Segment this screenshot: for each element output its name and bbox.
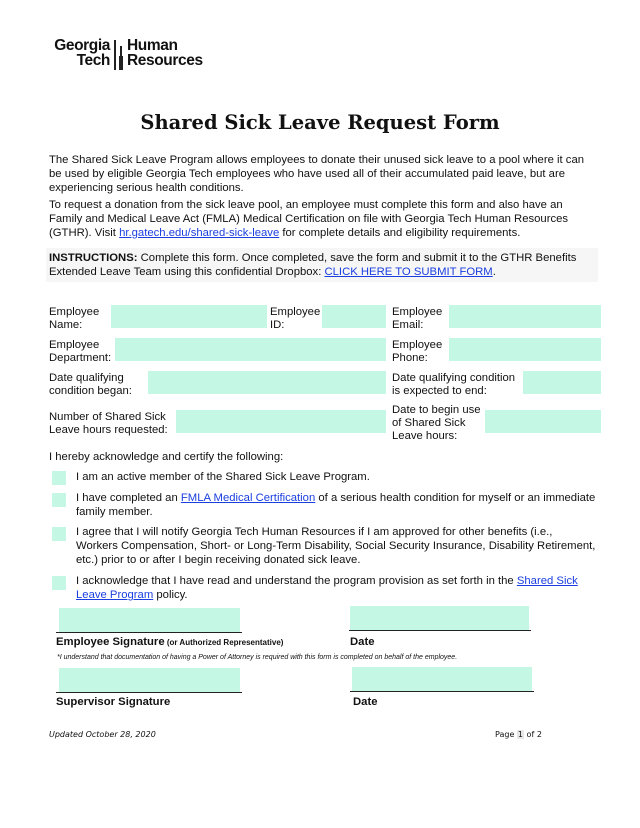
- label-line: Leave hours requested:: [49, 424, 168, 436]
- page-number: [495, 730, 542, 739]
- label-line: Employee: [270, 306, 321, 318]
- supervisor-signature-line: [56, 692, 242, 693]
- page-suffix: of 2: [524, 730, 542, 739]
- checkbox-text: I acknowledge that I have read and understand the program provision as set forth in the: [76, 575, 517, 587]
- label-line: Name:: [49, 319, 83, 331]
- employee-signature-label: [56, 636, 283, 648]
- fmla-certification-link[interactable]: FMLA Medical Certification: [180, 492, 316, 504]
- tech-tower-icon: [119, 46, 123, 70]
- hours-requested-label: [49, 411, 168, 437]
- checkbox-policy-text: [76, 574, 596, 602]
- intro-paragraph-2: [49, 198, 599, 240]
- hours-requested-input[interactable]: [176, 410, 386, 433]
- label-line: Email:: [392, 319, 424, 331]
- employee-email-input[interactable]: [449, 305, 601, 328]
- date-began-label: [49, 372, 132, 398]
- intro-text-end: for complete details and eligibility requirements.: [279, 227, 521, 239]
- logo-tech-text: Tech: [76, 52, 110, 69]
- date-began-input[interactable]: [148, 371, 386, 394]
- logo-georgia-text: Georgia: [54, 37, 110, 54]
- intro-text: To request a donation from the sick leave pool, an employee must complete this form and also have an Family and Medical Leave Act (FMLA) Medical Certification on file with Georgia Tech Human Resources (GTHR). Visit: [49, 199, 569, 239]
- shared-sick-leave-program-link[interactable]: Shared Sick Leave Program: [76, 575, 578, 601]
- checkbox-notify-text: I agree that I will notify Georgia Tech Human Resources if I am approved for other benefits (i.e., Workers Compensation, Short- or Long-Term Disability, Social Security Insurance, Disability Retirement, etc.) prior to or after I begin receiving donated sick leave.: [76, 526, 596, 566]
- checkbox-text-end: policy.: [153, 589, 188, 601]
- signature-label-text: Employee Signature: [56, 636, 165, 648]
- employee-signature-field[interactable]: [59, 608, 240, 632]
- label-line: of Shared Sick: [392, 417, 466, 429]
- signature-sub-text: (or Authorized Representative): [164, 638, 284, 647]
- checkbox-fmla-text: [76, 491, 596, 519]
- supervisor-date-label: Date: [353, 696, 378, 708]
- department-label: [49, 339, 111, 365]
- label-line: Leave hours:: [392, 430, 458, 442]
- label-line: Employee: [49, 339, 100, 351]
- checkbox-notify-benefits[interactable]: [52, 527, 66, 541]
- label-line: Employee: [392, 306, 443, 318]
- form-title: Shared Sick Leave Request Form: [140, 111, 500, 134]
- label-line: condition began:: [49, 385, 132, 397]
- power-of-attorney-note: *I understand that documentation of having a Power of Attorney is required with this form is completed on behalf of the employee.: [57, 654, 458, 661]
- employee-date-field[interactable]: [350, 606, 529, 630]
- checkbox-fmla-certification[interactable]: [52, 493, 66, 507]
- instructions-end: .: [492, 266, 496, 278]
- label-line: is expected to end:: [392, 385, 487, 397]
- checkbox-active-member-text: I am an active member of the Shared Sick Leave Program.: [76, 471, 370, 483]
- submit-form-link[interactable]: CLICK HERE TO SUBMIT FORM: [324, 266, 493, 278]
- updated-date: Updated October 28, 2020: [49, 730, 156, 739]
- gt-hr-logo: [24, 38, 224, 74]
- employee-id-label: [270, 306, 320, 332]
- employee-date-line: [349, 630, 531, 631]
- logo-human-resources: [127, 38, 203, 68]
- label-line: Date qualifying: [49, 372, 124, 384]
- label-line: Department:: [49, 352, 112, 364]
- date-end-label: [392, 372, 515, 398]
- label-line: Date qualifying condition: [392, 372, 516, 384]
- instructions-box: [46, 248, 598, 282]
- label-line: Employee: [392, 339, 443, 351]
- shared-sick-leave-link[interactable]: hr.gatech.edu/shared-sick-leave: [119, 227, 280, 239]
- date-begin-use-label: [392, 404, 481, 443]
- acknowledge-intro: I hereby acknowledge and certify the following:: [49, 451, 284, 463]
- supervisor-signature-field[interactable]: [59, 668, 240, 692]
- label-line: Date to begin use: [392, 404, 481, 416]
- supervisor-signature-label: Supervisor Signature: [56, 696, 171, 708]
- label-line: Number of Shared Sick: [49, 411, 166, 423]
- checkbox-text: I have completed an: [76, 492, 181, 504]
- employee-email-label: [392, 306, 442, 332]
- page-current: 1: [517, 730, 524, 739]
- employee-signature-line: [56, 632, 242, 633]
- logo-resources-text: Resources: [127, 52, 203, 69]
- checkbox-policy-acknowledge[interactable]: [52, 576, 66, 590]
- employee-date-label: Date: [350, 636, 375, 648]
- supervisor-date-field[interactable]: [352, 667, 532, 691]
- label-line: Phone:: [392, 352, 428, 364]
- date-end-input[interactable]: [523, 371, 601, 394]
- employee-name-input[interactable]: [111, 305, 267, 328]
- employee-id-input[interactable]: [322, 305, 386, 328]
- phone-label: [392, 339, 442, 365]
- label-line: Employee: [49, 306, 100, 318]
- logo-human-text: Human: [127, 37, 178, 54]
- department-input[interactable]: [115, 338, 386, 361]
- checkbox-active-member[interactable]: [52, 471, 66, 485]
- logo-georgia-tech: [54, 38, 110, 68]
- date-begin-use-input[interactable]: [485, 410, 601, 433]
- employee-name-label: [49, 306, 99, 332]
- label-line: ID:: [270, 319, 285, 331]
- page-prefix: Page: [495, 730, 517, 739]
- instructions-label: INSTRUCTIONS:: [49, 252, 138, 264]
- supervisor-date-line: [350, 691, 534, 692]
- logo-divider: [114, 40, 116, 70]
- intro-paragraph-1: The Shared Sick Leave Program allows employees to donate their unused sick leave to a pool where it can be used by eligible Georgia Tech employees who have used all of their accumulated paid leave, but are experiencing serious health conditions.: [49, 154, 585, 194]
- instructions-text: Complete this form. Once completed, save the form and submit it to the GTHR Benefits Extended Leave Team using this confidential Dropbox:: [49, 252, 577, 278]
- phone-input[interactable]: [449, 338, 601, 361]
- checkbox-text-end: of a serious health condition for myself or an immediate family member.: [76, 492, 596, 518]
